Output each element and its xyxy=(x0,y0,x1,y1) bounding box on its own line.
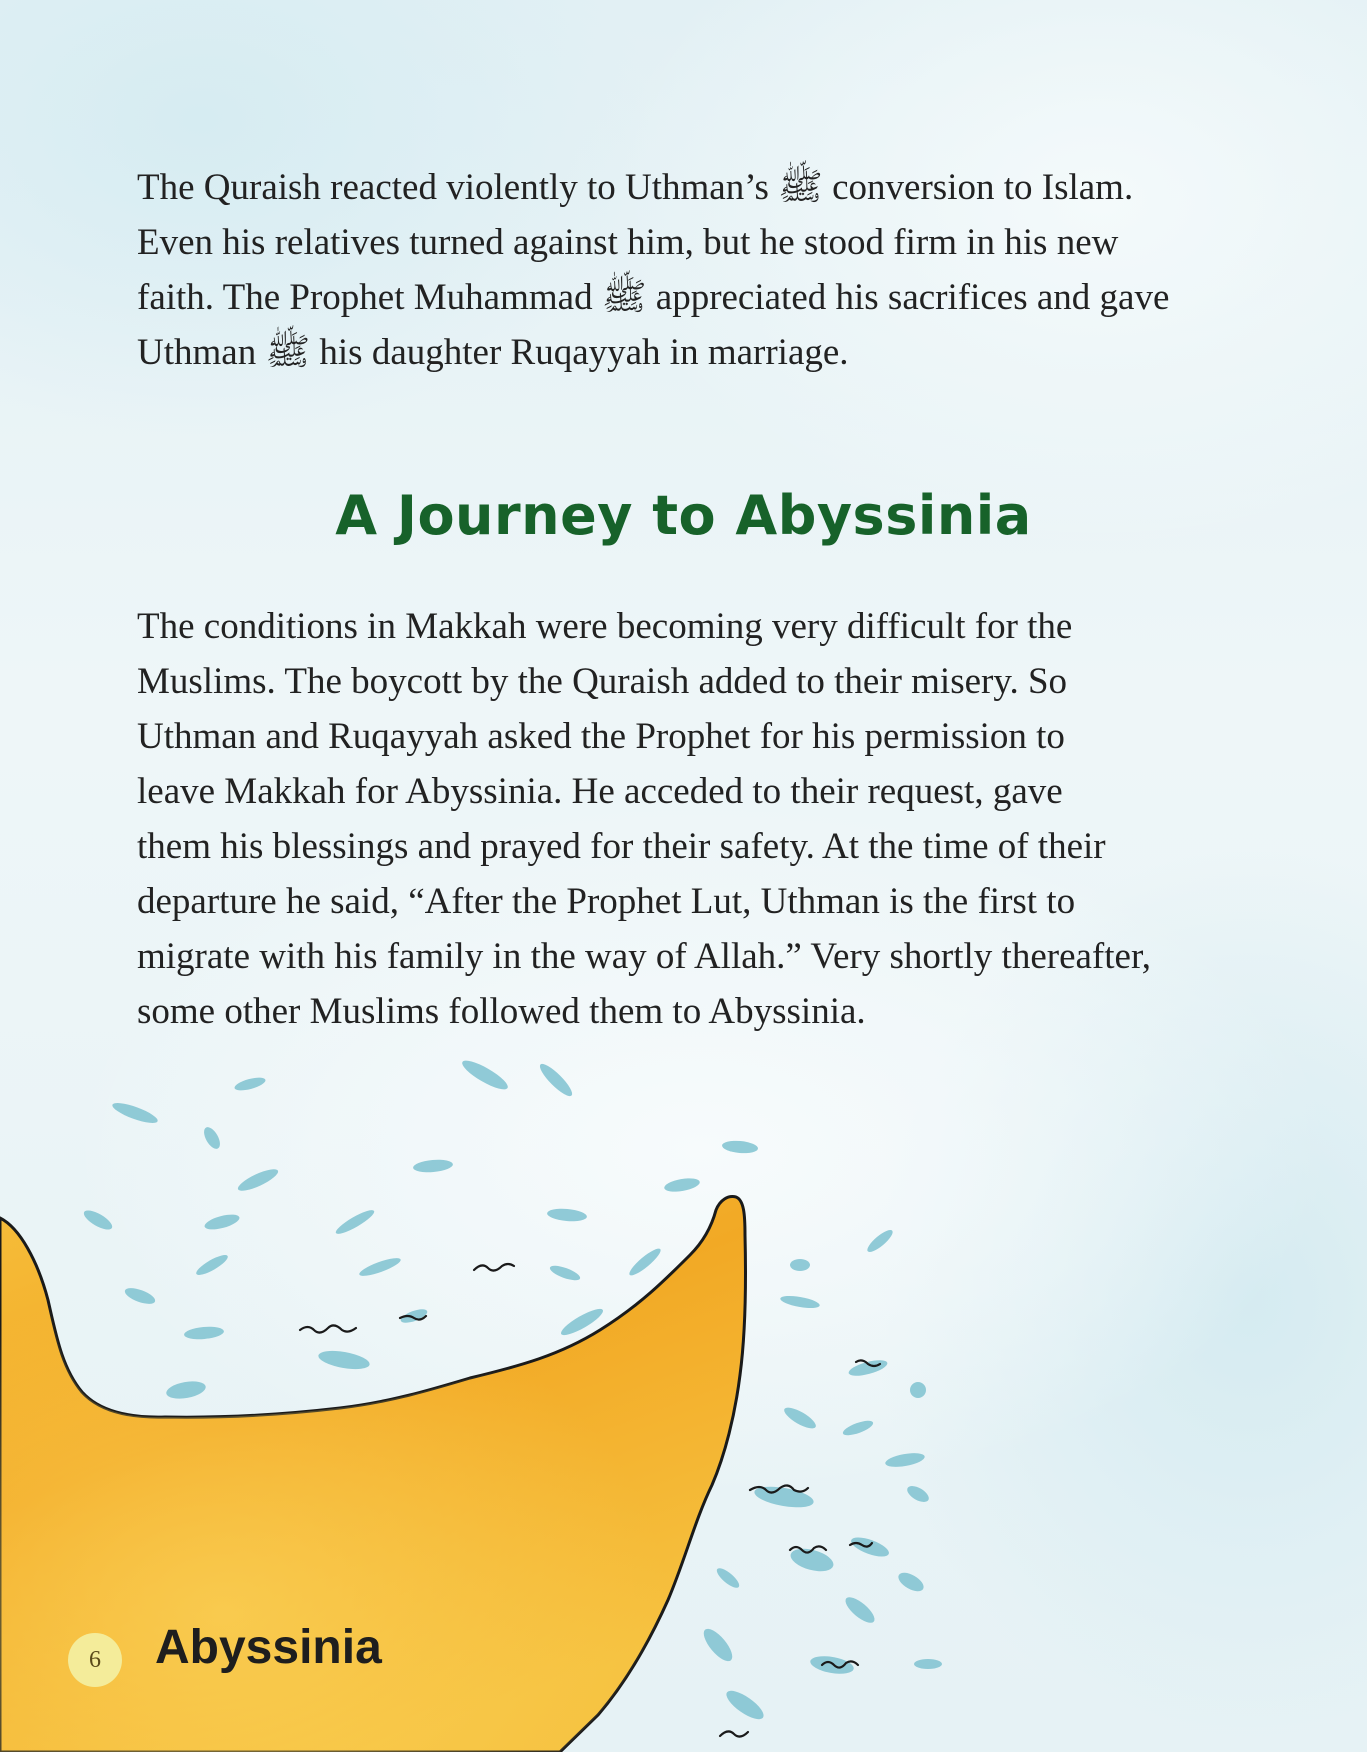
map-label: Abyssinia xyxy=(155,1621,382,1674)
intro-paragraph: The Quraish reacted violently to Uthman’s ﷺ conversion to Islam. Even his relatives turned against him, but he stood firm in his new faith. The Prophet Muhammad ﷺ appreciated his sacrifices and gave Uthman ﷺ his daughter Ruqayyah in marriage. xyxy=(137,167,1170,373)
section-heading: A Journey to Abyssinia xyxy=(335,484,1032,547)
body-paragraph: The conditions in Makkah were becoming very difficult for the Muslims. The boycott by the Quraish added to their misery. So Uthman and Ruqayyah asked the Prophet for his permission to leave Makkah for Abyssinia. He acceded to their request, gave them his blessings and prayed for their safety. At the time of their departure he said, “After the Prophet Lut, Uthman is the first to migrate with his family in the way of Allah.” Very shortly thereafter, some other Muslims followed them to Abyssinia. xyxy=(137,606,1152,1032)
page-number-badge: 6 xyxy=(68,1633,122,1687)
